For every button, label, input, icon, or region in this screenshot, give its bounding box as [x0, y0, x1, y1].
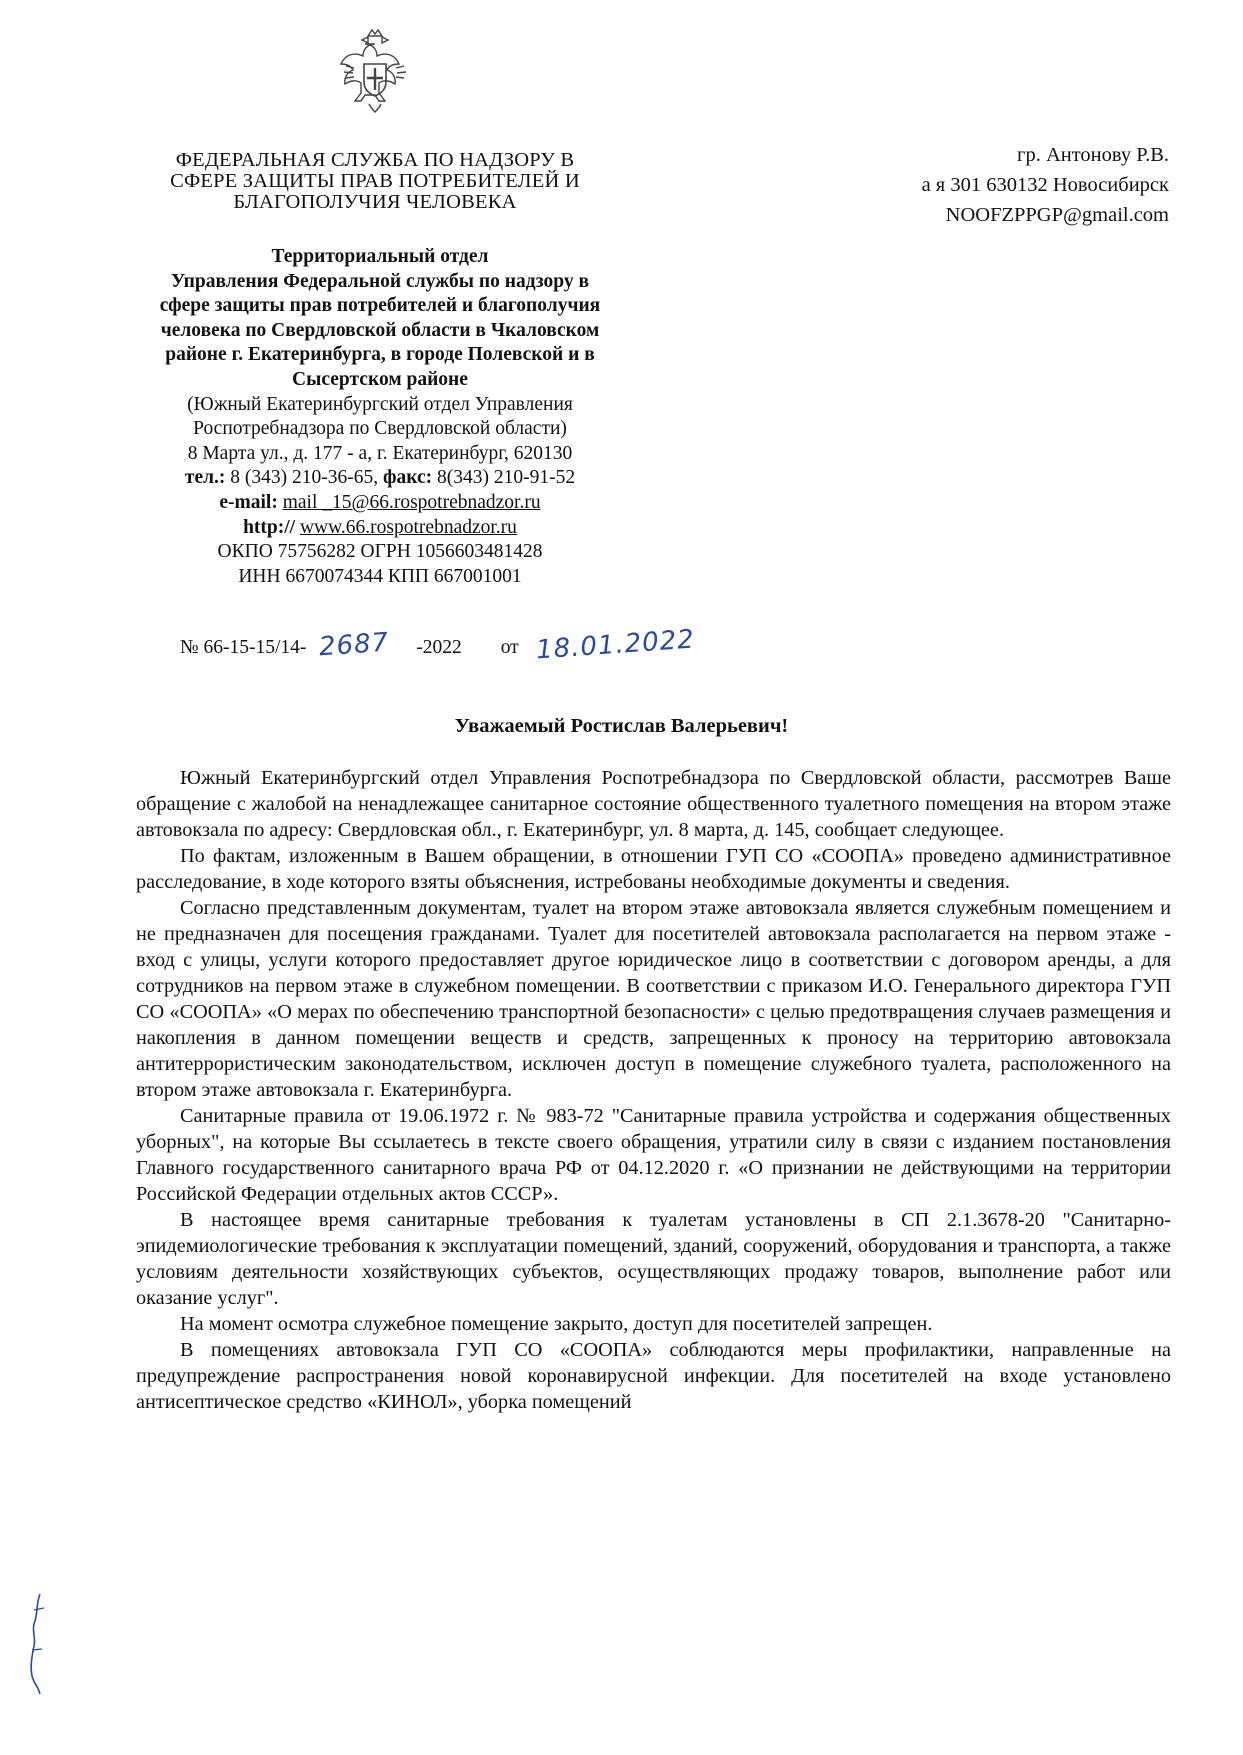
inn-kpp: ИНН 6670074344 КПП 667001001: [238, 565, 522, 587]
registration-prefix: № 66-15-15/14-: [180, 637, 307, 658]
registration-year: -2022: [416, 637, 462, 658]
body-paragraph: Согласно представленным документам, туалет на втором этаже автовокзала является служебным помещением и не предназначен для посещения гражданами. Туалет для посетителей автовокзала располагается на первом этаже - вход с улицы, услуги которого предоставляет другое юридическое лицо в соответствии с договором аренды, а для сотрудников на первом этаже в служебном помещении. В соответствии с приказом И.О. Генерального директора ГУП СО «СООПА» «О мерах по обеспечению транспортной безопасности» с целью предотвращения случаев размещения и накопления в данном помещении веществ и средств, запрещенных к проносу на территорию автовокзала антитеррористическим законодательством, исключен доступ в помещение служебного туалета, расположенного на втором этаже автовокзала г. Екатеринбурга.: [136, 897, 1171, 1101]
agency-line: ФЕДЕРАЛЬНАЯ СЛУЖБА ПО НАДЗОРУ В: [175, 149, 575, 171]
office-block: [110, 245, 650, 589]
body-paragraph: В помещениях автовокзала ГУП СО «СООПА» соблюдаются меры профилактики, направленные на предупреждение распространения новой коронавирусной инфекции. Для посетителей на входе установлено антисептическое средство «КИНОЛ», уборка помещений: [136, 1339, 1171, 1413]
agency-name: [130, 150, 620, 213]
registration-date-handwritten: 18.01.2022: [534, 624, 696, 666]
body-paragraph: Южный Екатеринбургский отдел Управления Роспотребнадзора по Свердловской области, рассмотрев Ваше обращение с жалобой на ненадлежащее санитарное состояние общественного туалетного помещения на втором этаже автовокзала по адресу: Свердловская обл., г. Екатеринбург, ул. 8 марта, д. 145, сообщает следующее.: [136, 767, 1171, 841]
office-alias-line: (Южный Екатеринбургский отдел Управления: [187, 393, 573, 415]
office-title-line: человека по Свердловской области в Чкаловском: [160, 319, 600, 341]
tel-label: тел.:: [184, 467, 226, 489]
office-title-line: сфере защиты прав потребителей и благополучия: [159, 295, 601, 317]
agency-line: СФЕРЕ ЗАЩИТЫ ПРАВ ПОТРЕБИТЕЛЕЙ И: [170, 170, 580, 192]
recipient-address: а я 301 630132 Новосибирск: [921, 174, 1169, 196]
letter-body: [136, 765, 1171, 1415]
email-label: e-mail:: [219, 491, 278, 513]
handwritten-margin-mark: [28, 1590, 50, 1700]
recipient-email: NOOFZPPGP@gmail.com: [945, 204, 1169, 226]
registration-from-label: от: [500, 637, 519, 658]
office-email: [110, 491, 650, 516]
okpo-ogrn: ОКПО 75756282 ОГРН 1056603481428: [217, 541, 543, 563]
office-title-line: Управления Федеральной службы по надзору в: [170, 270, 590, 292]
office-title-line: Территориальный отдел: [271, 246, 489, 267]
body-paragraph: На момент осмотра служебное помещение закрыто, доступ для посетителей запрещен.: [180, 1313, 933, 1335]
website-link[interactable]: www.66.rospotrebnadzor.ru: [299, 516, 517, 538]
body-paragraph: В настоящее время санитарные требования к туалетам установлены в СП 2.1.3678-20 "Санитарно-эпидемиологические требования к эксплуатации помещений, зданий, сооружений, оборудования и транспорта, а также условиям деятельности хозяйствующих субъектов, осуществляющих продажу товаров, выполнение работ или оказание услуг".: [136, 1209, 1171, 1309]
registration-number-handwritten: 2687: [318, 627, 391, 663]
office-phone-fax: [110, 466, 650, 491]
office-alias-line: Роспотребнадзора по Свердловской области): [193, 418, 567, 440]
office-address: 8 Марта ул., д. 177 - а, г. Екатеринбург, 620130: [187, 442, 573, 464]
recipient-block: [922, 140, 1169, 230]
office-website: [110, 516, 650, 541]
body-paragraph: По фактам, изложенным в Вашем обращении, в отношении ГУП СО «СООПА» проведено административное расследование, в ходе которого взяты объяснения, истребованы необходимые документы и сведения.: [136, 845, 1171, 893]
agency-line: БЛАГОПОЛУЧИЯ ЧЕЛОВЕКА: [233, 191, 517, 213]
body-paragraph: Санитарные правила от 19.06.1972 г. № 983-72 "Санитарные правила устройства и содержания общественных уборных", на которые Вы ссылаетесь в тексте своего обращения, утратили силу в связи с изданием постановления Главного государственного санитарного врача РФ от 04.12.2020 г. «О признании не действующими на территории Российской Федерации отдельных актов СССР».: [136, 1105, 1171, 1205]
tel-value: 8 (343) 210-36-65,: [230, 467, 379, 489]
http-label: http://: [243, 516, 296, 538]
greeting: Уважаемый Ростислав Валерьевич!: [454, 715, 789, 737]
email-link[interactable]: mail _15@66.rospotrebnadzor.ru: [282, 491, 541, 513]
fax-value: 8(343) 210-91-52: [437, 467, 576, 489]
fax-label: факс:: [383, 467, 433, 489]
office-title-line: Сысертском районе: [292, 368, 468, 390]
coat-of-arms-emblem: [338, 26, 412, 118]
office-title-line: районе г. Екатеринбурга, в городе Полевской и в: [165, 344, 595, 366]
recipient-name: гр. Антонову Р.В.: [1017, 144, 1169, 166]
registration-line: [180, 624, 696, 666]
